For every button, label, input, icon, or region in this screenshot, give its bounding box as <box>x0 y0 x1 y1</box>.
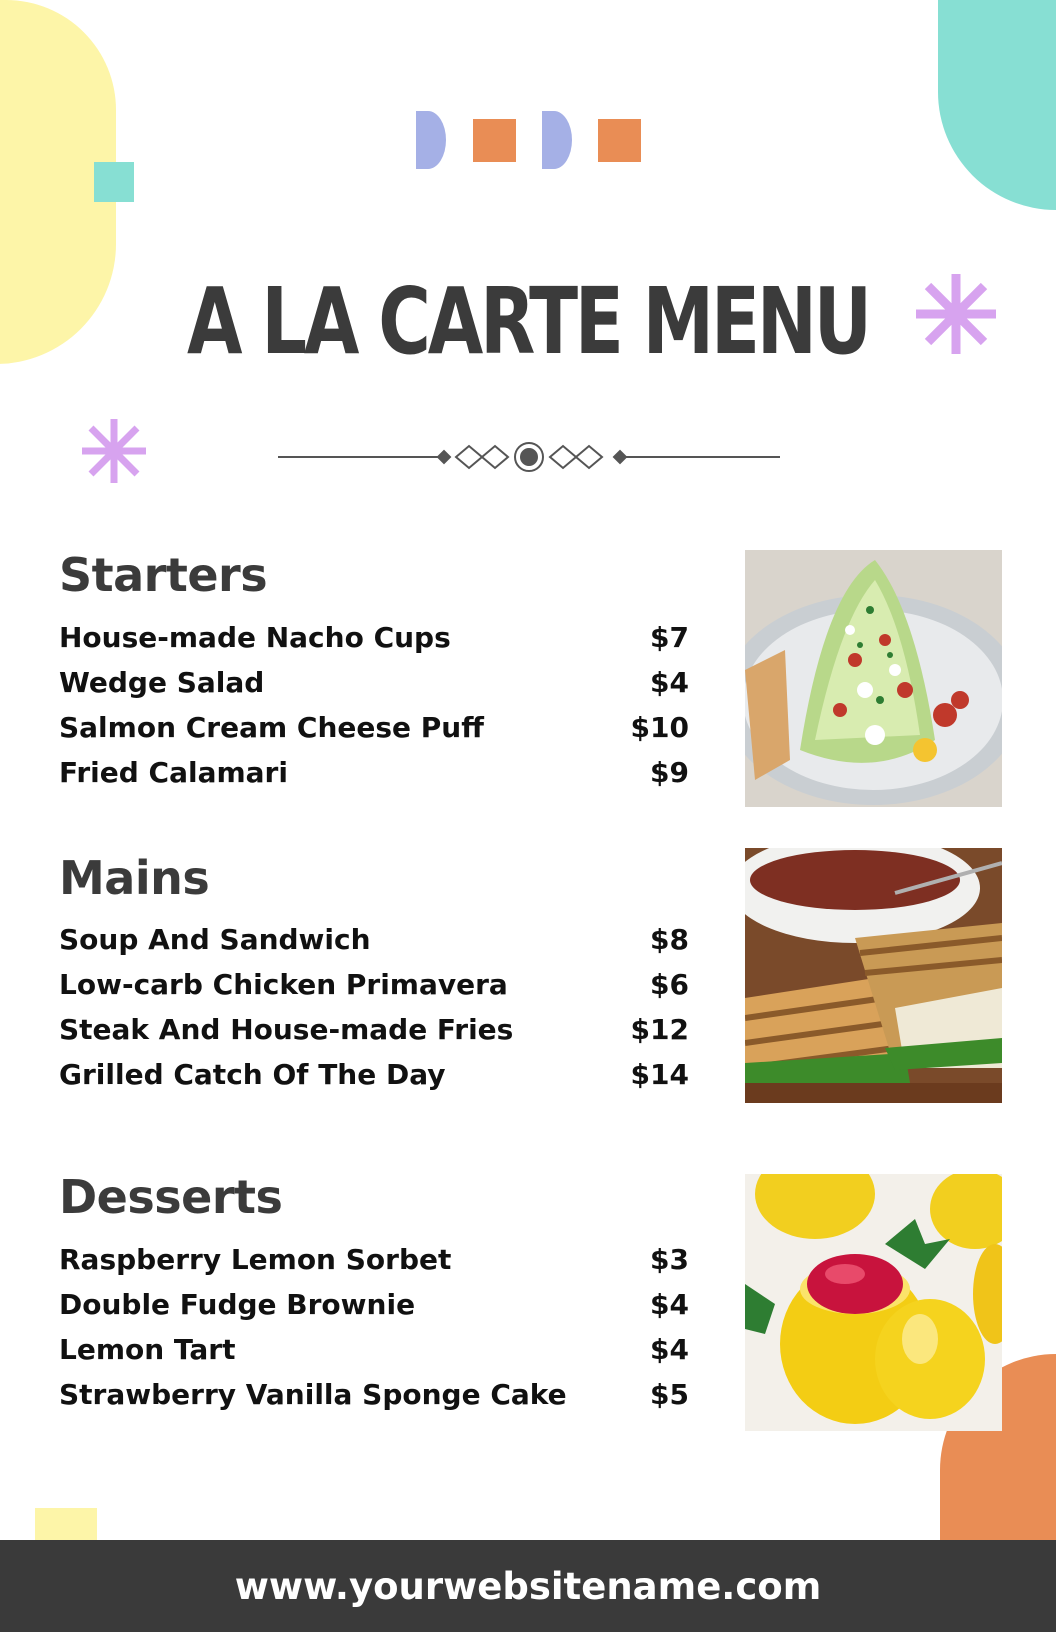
decorative-teal-square <box>94 162 134 202</box>
menu-item <box>59 705 689 750</box>
item-name: Grilled Catch Of The Day <box>59 1058 446 1091</box>
page-title: A LA CARTE MENU <box>187 268 869 375</box>
lemon-sorbet-photo <box>745 1174 1002 1431</box>
menu-item <box>59 962 689 1007</box>
menu-item <box>59 1237 689 1282</box>
item-name: Lemon Tart <box>59 1333 236 1366</box>
menu-item <box>59 1007 689 1052</box>
soup-and-sandwich-photo <box>745 848 1002 1103</box>
item-price: $9 <box>650 756 689 789</box>
item-name: Salmon Cream Cheese Puff <box>59 711 484 744</box>
item-price: $12 <box>630 1013 689 1046</box>
item-name: Steak And House-made Fries <box>59 1013 514 1046</box>
menu-item <box>59 1282 689 1327</box>
menu-item <box>59 1052 689 1097</box>
item-name: Low-carb Chicken Primavera <box>59 968 508 1001</box>
desserts-list <box>59 1237 689 1417</box>
decorative-teal-blob <box>938 0 1056 210</box>
mains-list <box>59 917 689 1097</box>
item-name: Fried Calamari <box>59 756 288 789</box>
half-circle-shape <box>416 111 446 169</box>
menu-item <box>59 917 689 962</box>
item-price: $4 <box>650 1288 689 1321</box>
item-price: $10 <box>630 711 689 744</box>
item-price: $4 <box>650 1333 689 1366</box>
item-price: $5 <box>650 1378 689 1411</box>
item-name: Double Fudge Brownie <box>59 1288 416 1321</box>
menu-item <box>59 750 689 795</box>
item-name: Wedge Salad <box>59 666 265 699</box>
item-name: House-made Nacho Cups <box>59 621 451 654</box>
item-price: $14 <box>630 1058 689 1091</box>
menu-item <box>59 1372 689 1417</box>
wedge-salad-photo <box>745 550 1002 807</box>
menu-item <box>59 615 689 660</box>
item-price: $7 <box>650 621 689 654</box>
item-name: Raspberry Lemon Sorbet <box>59 1243 452 1276</box>
website-url[interactable]: www.yourwebsitename.com <box>234 1564 822 1608</box>
starters-list <box>59 615 689 795</box>
item-name: Strawberry Vanilla Sponge Cake <box>59 1378 567 1411</box>
square-shape <box>473 119 516 162</box>
item-price: $4 <box>650 666 689 699</box>
section-title-desserts: Desserts <box>59 1170 283 1224</box>
asterisk-icon <box>81 418 147 484</box>
item-name: Soup And Sandwich <box>59 923 371 956</box>
ornamental-divider <box>278 440 780 474</box>
footer-bar <box>0 1540 1056 1632</box>
menu-item <box>59 1327 689 1372</box>
section-title-starters: Starters <box>59 548 268 602</box>
item-price: $6 <box>650 968 689 1001</box>
header-shapes <box>410 108 650 172</box>
menu-item <box>59 660 689 705</box>
item-price: $3 <box>650 1243 689 1276</box>
section-title-mains: Mains <box>59 851 210 905</box>
item-price: $8 <box>650 923 689 956</box>
square-shape <box>598 119 641 162</box>
half-circle-shape <box>542 111 572 169</box>
